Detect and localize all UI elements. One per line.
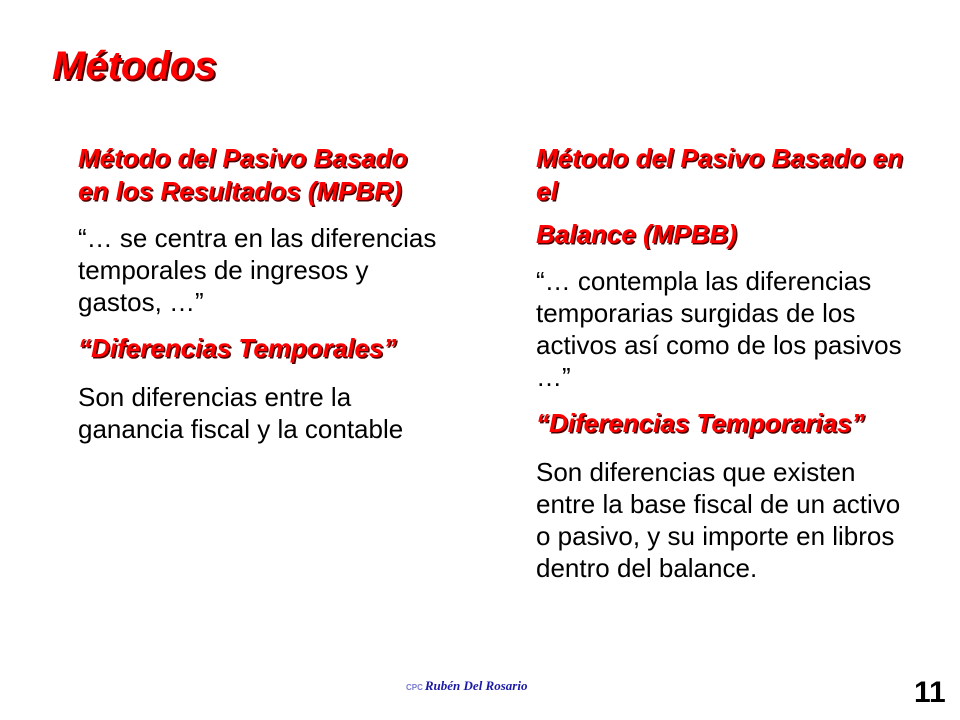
footer-author: Rubén Del Rosario	[424, 678, 528, 693]
left-definition: Son diferencias entre la ganancia fiscal y la contable	[78, 382, 404, 444]
left-term: “Diferencias Temporales”	[78, 333, 397, 363]
page-number: 11	[914, 676, 946, 709]
right-definition: Son diferencias que existen entre la base fiscal de un activo o pasivo, y su importe en libros dentro del balance.	[536, 457, 901, 583]
left-heading: Método del Pasivo Basado en los Resultados (MPBR)	[78, 143, 408, 206]
slide-title: Métodos	[52, 44, 217, 88]
left-column	[78, 142, 438, 445]
footer-credit	[406, 678, 527, 694]
right-term: “Diferencias Temporarias”	[536, 408, 865, 438]
right-quote: “… contempla las diferencias temporarias surgidas de los activos así como de los pasivos …”	[536, 266, 902, 392]
right-heading-line2: Balance (MPBB)	[536, 219, 737, 249]
right-column	[536, 142, 916, 584]
left-quote: “… se centra en las diferencias temporales de ingresos y gastos, …”	[78, 223, 437, 317]
right-heading-line1: Método del Pasivo Basado en el	[536, 143, 903, 206]
footer-prefix: CPC	[406, 683, 423, 692]
